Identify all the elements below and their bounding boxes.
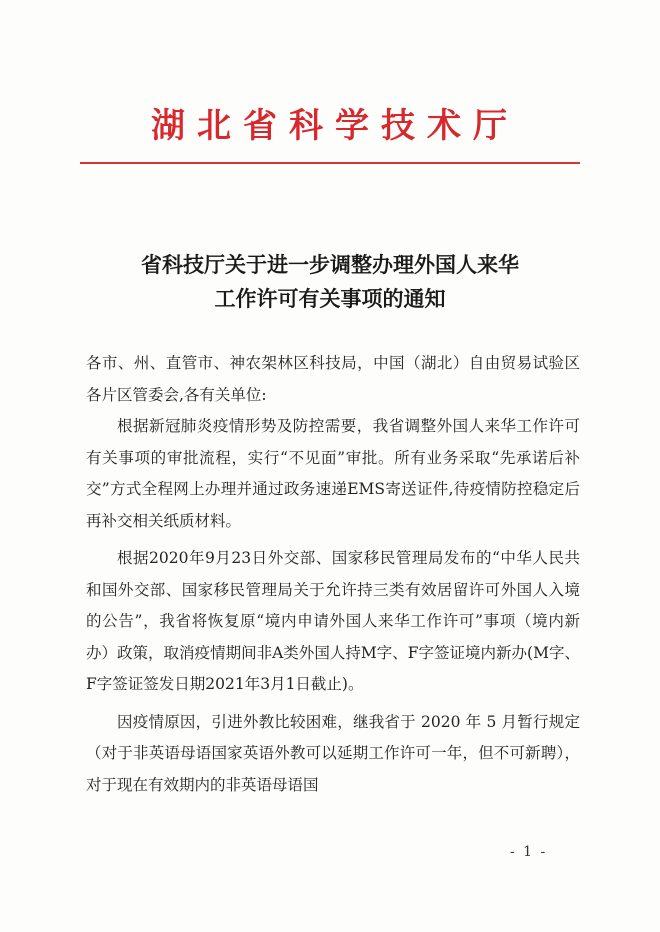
- notice-title-line-2: 工作许可有关事项的通知: [214, 287, 446, 311]
- body-paragraph-2: 根据2020年9月23日外交部、国家移民管理局发布的“中华人民共和国外交部、国家移民管理局关于允许持三类有效居留许可外国人入境的公告”，我省将恢复原“境内申请外国人来华工作许可”事项（境内新办）政策，取消疫情期间非A类外国人持M字、F字签证境内新办(M字、F字签证签发日期2021年3月1日截止)。: [86, 549, 580, 693]
- body-paragraph-3: 因疫情原因，引进外教比较困难，继我省于 2020 年 5 月暂行规定（对于非英语母语国家英语外教可以延期工作许可一年，但不可新聘），对于现在有效期内的非英语母语国: [86, 712, 580, 794]
- body-paragraph-1: 根据新冠肺炎疫情形势及防控需要，我省调整外国人来华工作许可有关事项的审批流程，实行“不见面”审批。所有业务采取“先承诺后补交”方式全程网上办理并通过政务速递EMS寄送证件,待疫情防控稳定后再补交相关纸质材料。: [86, 417, 580, 530]
- letterhead-title: 湖北省科学技术厅: [151, 106, 519, 146]
- page-number: - 1 -: [510, 844, 548, 860]
- notice-title-line-1: 省科技厅关于进一步调整办理外国人来华: [141, 253, 519, 277]
- letterhead-divider: [80, 162, 580, 164]
- addressee: 各市、州、直管市、神农架林区科技局，中国（湖北）自由贸易试验区各片区管委会,各有关单位:: [86, 354, 580, 404]
- notice-title: [0, 248, 660, 316]
- notice-body: [86, 348, 580, 801]
